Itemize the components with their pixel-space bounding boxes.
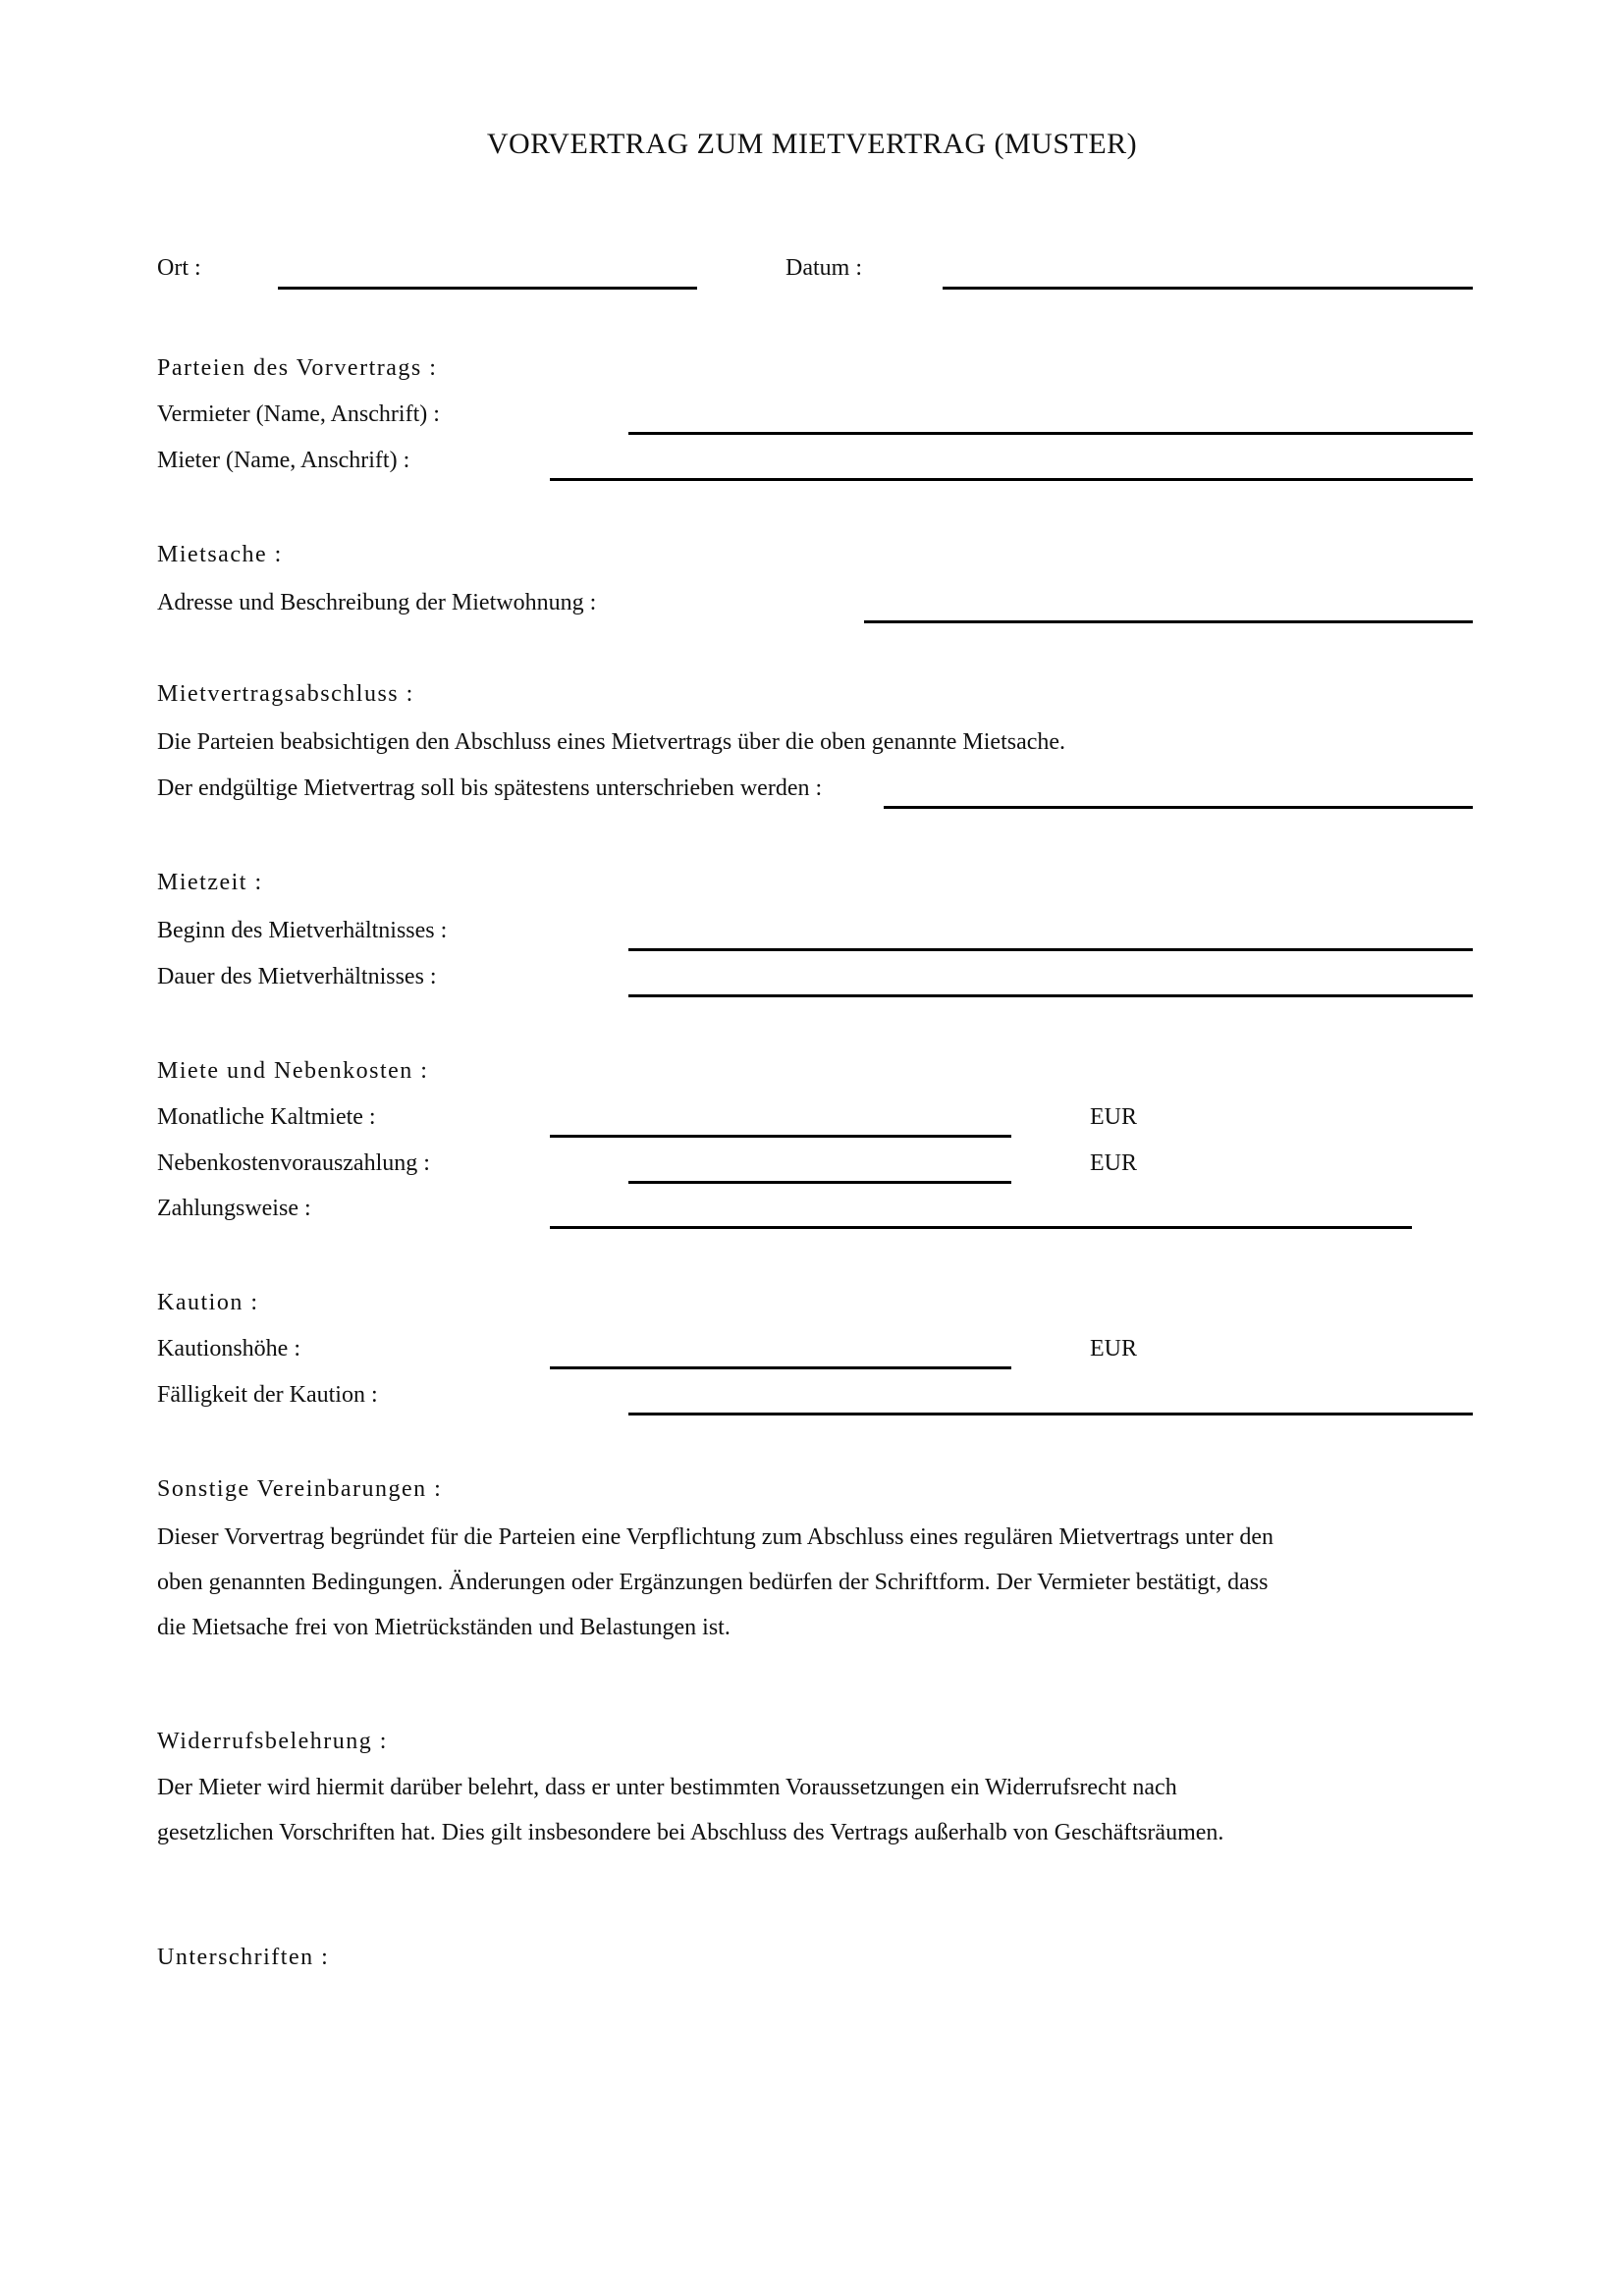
kaltmiete-input-line[interactable]: [550, 1135, 1011, 1138]
kaltmiete-currency-label: EUR: [1090, 1104, 1137, 1130]
zahlungsweise-input-line[interactable]: [550, 1226, 1412, 1229]
mietzeit-heading: Mietzeit :: [157, 870, 263, 895]
kautionshoehe-input-line[interactable]: [550, 1366, 1011, 1369]
widerruf-paragraph-line: gesetzlichen Vorschriften hat. Dies gilt insbesondere bei Abschluss des Vertrags außerhalb von Geschäftsräumen.: [157, 1820, 1224, 1845]
zahlungsweise-label: Zahlungsweise :: [157, 1196, 311, 1221]
nebenkosten-input-line[interactable]: [628, 1181, 1011, 1184]
widerruf-heading: Widerrufsbelehrung :: [157, 1729, 388, 1754]
mietsache-heading: Mietsache :: [157, 542, 283, 567]
abschluss-heading: Mietvertragsabschluss :: [157, 681, 414, 707]
sonstige-paragraph-line: oben genannten Bedingungen. Änderungen oder Ergänzungen bedürfen der Schriftform. Der Vermieter bestätigt, dass: [157, 1570, 1269, 1595]
kaution-heading: Kaution :: [157, 1290, 259, 1315]
ort-input-line[interactable]: [278, 287, 697, 290]
dauer-label: Dauer des Mietverhältnisses :: [157, 964, 437, 989]
mieter-label: Mieter (Name, Anschrift) :: [157, 448, 410, 473]
ort-label: Ort :: [157, 255, 201, 281]
sonstige-paragraph-line: die Mietsache frei von Mietrückständen und Belastungen ist.: [157, 1615, 731, 1640]
vermieter-input-line[interactable]: [628, 432, 1473, 435]
adresse-input-line[interactable]: [864, 620, 1473, 623]
kaution-currency-label: EUR: [1090, 1336, 1137, 1362]
abschluss-deadline-label: Der endgültige Mietvertrag soll bis spätestens unterschrieben werden :: [157, 775, 823, 801]
dauer-input-line[interactable]: [628, 994, 1473, 997]
beginn-label: Beginn des Mietverhältnisses :: [157, 918, 448, 943]
beginn-input-line[interactable]: [628, 948, 1473, 951]
faelligkeit-input-line[interactable]: [628, 1413, 1473, 1415]
kautionshoehe-label: Kautionshöhe :: [157, 1336, 300, 1362]
nebenkosten-label: Nebenkostenvorauszahlung :: [157, 1150, 430, 1176]
mieter-input-line[interactable]: [550, 478, 1473, 481]
unterschriften-heading: Unterschriften :: [157, 1945, 330, 1970]
sonstige-heading: Sonstige Vereinbarungen :: [157, 1476, 443, 1502]
parteien-heading: Parteien des Vorvertrags :: [157, 355, 438, 381]
datum-input-line[interactable]: [943, 287, 1473, 290]
widerruf-paragraph-line: Der Mieter wird hiermit darüber belehrt, dass er unter bestimmten Voraussetzungen ein Widerrufsrecht nach: [157, 1775, 1177, 1800]
adresse-label: Adresse und Beschreibung der Mietwohnung :: [157, 590, 597, 615]
abschluss-deadline-input-line[interactable]: [884, 806, 1473, 809]
sonstige-paragraph-line: Dieser Vorvertrag begründet für die Parteien eine Verpflichtung zum Abschluss eines regulären Mietvertrags unter den: [157, 1524, 1273, 1550]
abschluss-intro-text: Die Parteien beabsichtigen den Abschluss eines Mietvertrags über die oben genannte Mietsache.: [157, 729, 1066, 755]
kaltmiete-label: Monatliche Kaltmiete :: [157, 1104, 376, 1130]
document-title: VORVERTRAG ZUM MIETVERTRAG (MUSTER): [486, 128, 1138, 160]
nebenkosten-currency-label: EUR: [1090, 1150, 1137, 1176]
miete-heading: Miete und Nebenkosten :: [157, 1058, 429, 1084]
vermieter-label: Vermieter (Name, Anschrift) :: [157, 401, 440, 427]
datum-label: Datum :: [785, 255, 862, 281]
faelligkeit-label: Fälligkeit der Kaution :: [157, 1382, 378, 1408]
